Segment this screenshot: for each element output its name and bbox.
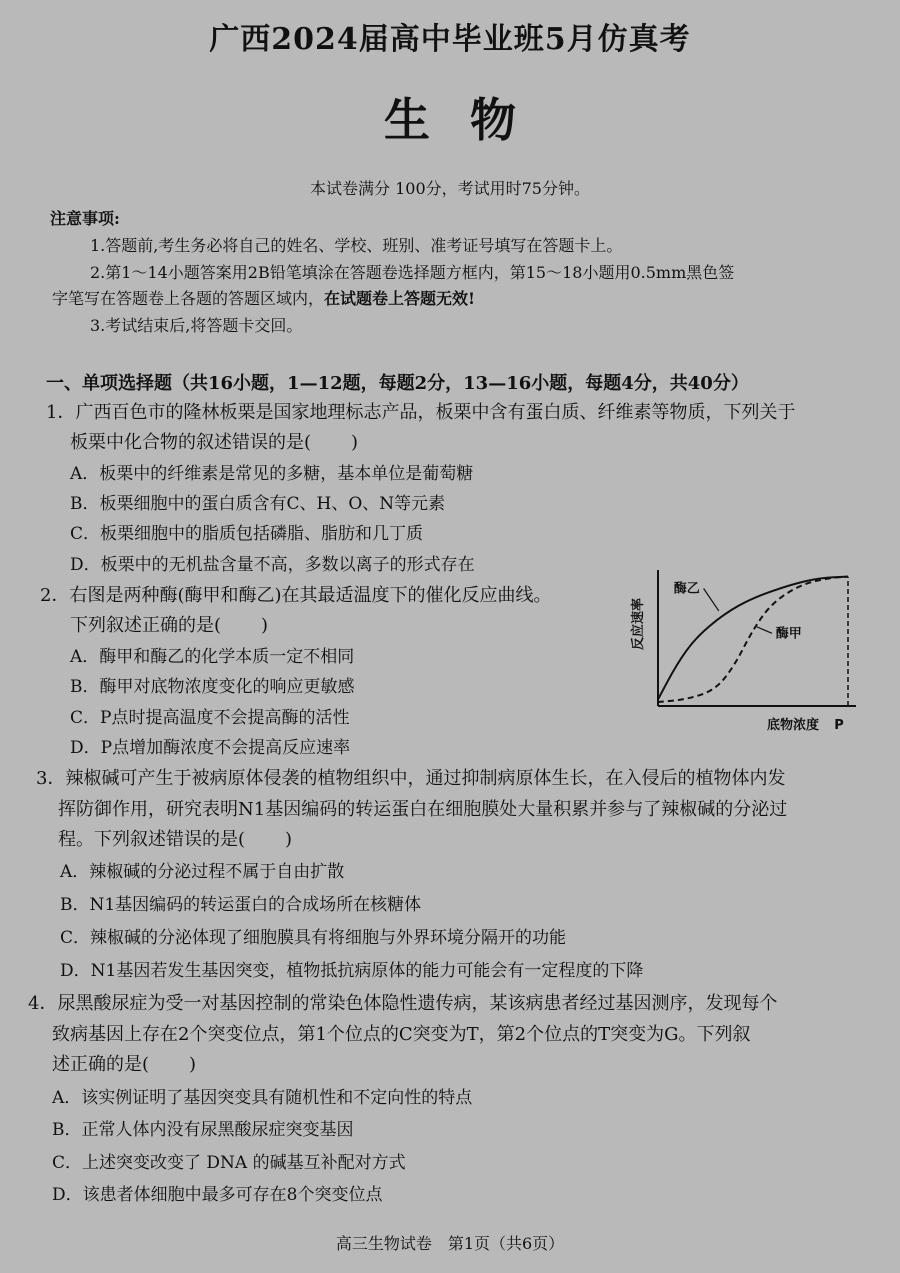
q3-option-d: D．N1基因若发生基因突变，植物抵抗病原体的能力可能会有一定程度的下降 [60, 961, 644, 981]
q2-paren-close: ) [261, 615, 269, 636]
q3-stem-text: 程。下列叙述错误的是( [58, 829, 246, 850]
q1-stem-line2 [70, 428, 358, 454]
q4-stem-line2: 致病基因上存在2个突变位点，第1个位点的C突变为T，第2个位点的T突变为G。下列叙 [52, 1024, 751, 1045]
enzyme-rate-chart [628, 566, 860, 738]
q3-option-c: C．辣椒碱的分泌体现了细胞膜具有将细胞与外界环境分隔开的功能 [60, 928, 567, 948]
notice-item-2-cont [52, 286, 475, 309]
q4-option-d: D．该患者体细胞中最多可存在8个突变位点 [52, 1185, 383, 1205]
q1-paren-close: ) [351, 432, 359, 453]
subject-title: 生物 [384, 93, 556, 147]
page-footer: 高三生物试卷 第1页（共6页） [335, 1234, 565, 1253]
notice-item-1: 1.答题前,考生务必将自己的姓名、学校、班别、准考证号填写在答题卡上。 [90, 236, 623, 255]
notice-item-2-text: 字笔写在答题卷上各题的答题区域内， [52, 289, 325, 308]
q3-stem-line3 [58, 825, 292, 851]
q4-paren-close: ) [189, 1054, 197, 1075]
q1-stem-line1: 1．广西百色市的隆林板栗是国家地理标志产品，板栗中含有蛋白质、纤维素等物质，下列关于 [46, 402, 796, 423]
q4-stem-line1: 4．尿黑酸尿症为受一对基因控制的常染色体隐性遗传病，某该病患者经过基因测序，发现每个 [28, 993, 778, 1014]
q4-stem-text: 述正确的是( [52, 1054, 150, 1075]
q1-option-c: C．板栗细胞中的脂质包括磷脂、脂肪和几丁质 [70, 524, 424, 544]
q4-option-b: B．正常人体内没有尿黑酸尿症突变基因 [52, 1120, 354, 1140]
notice-item-3: 3.考试结束后,将答题卡交回。 [90, 316, 303, 335]
q2-option-c: C．P点时提高温度不会提高酶的活性 [70, 708, 350, 728]
q3-paren-close: ) [285, 829, 293, 850]
exam-title: 广西2024届高中毕业班5月仿真考 [209, 22, 691, 57]
chart-series-label: 酶乙 [673, 581, 700, 597]
notice-heading: 注意事项: [50, 209, 120, 228]
chart-leader-enzyme-b [704, 588, 719, 610]
q2-option-b: B．酶甲对底物浓度变化的响应更敏感 [70, 677, 355, 697]
chart-y-label: 反应速率 [631, 597, 646, 651]
q1-option-a: A．板栗中的纤维素是常见的多糖，基本单位是葡萄糖 [70, 464, 474, 484]
q3-option-b: B．N1基因编码的转运蛋白的合成场所在核糖体 [60, 895, 422, 915]
q1-stem-text: 板栗中化合物的叙述错误的是( [70, 432, 312, 453]
chart-series-label: 酶甲 [775, 626, 802, 642]
q3-stem-line2: 挥防御作用，研究表明N1基因编码的转运蛋白在细胞膜处大量积累并参与了辣椒碱的分泌过 [58, 799, 788, 820]
chart-p-marker: P [834, 718, 844, 733]
q4-option-a: A．该实例证明了基因突变具有随机性和不定向性的特点 [52, 1088, 473, 1108]
q1-option-b: B．板栗细胞中的蛋白质含有C、H、O、N等元素 [70, 494, 446, 514]
chart-leader-enzyme-a [757, 627, 772, 634]
q4-option-c: C．上述突变改变了 DNA 的碱基互补配对方式 [52, 1153, 406, 1173]
q2-stem-text: 下列叙述正确的是( [70, 615, 222, 636]
q3-stem-line1: 3．辣椒碱可产生于被病原体侵袭的植物组织中，通过抑制病原体生长，在入侵后的植物体内发 [36, 768, 786, 789]
q2-option-a: A．酶甲和酶乙的化学本质一定不相同 [70, 647, 355, 667]
q2-stem-line1: 2．右图是两种酶(酶甲和酶乙)在其最适温度下的催化反应曲线。 [40, 585, 552, 606]
exam-info: 本试卷满分 100分，考试用时75分钟。 [310, 179, 590, 198]
q3-option-a: A．辣椒碱的分泌过程不属于自由扩散 [60, 862, 345, 882]
q2-stem-line2 [70, 611, 268, 637]
notice-warning: 在试题卷上答题无效! [324, 289, 476, 308]
q2-option-d: D．P点增加酶浓度不会提高反应速率 [70, 738, 351, 758]
chart-x-label: 底物浓度 [766, 718, 820, 733]
section-heading: 一、单项选择题（共16小题，1—12题，每题2分，13—16小题，每题4分，共40分） [46, 373, 749, 394]
q1-option-d: D．板栗中的无机盐含量不高，多数以离子的形式存在 [70, 555, 475, 575]
notice-item-2: 2.第1～14小题答案用2B铅笔填涂在答题卷选择题方框内，第15～18小题用0.5mm黑色签 [90, 263, 735, 282]
q4-stem-line3 [52, 1050, 196, 1076]
